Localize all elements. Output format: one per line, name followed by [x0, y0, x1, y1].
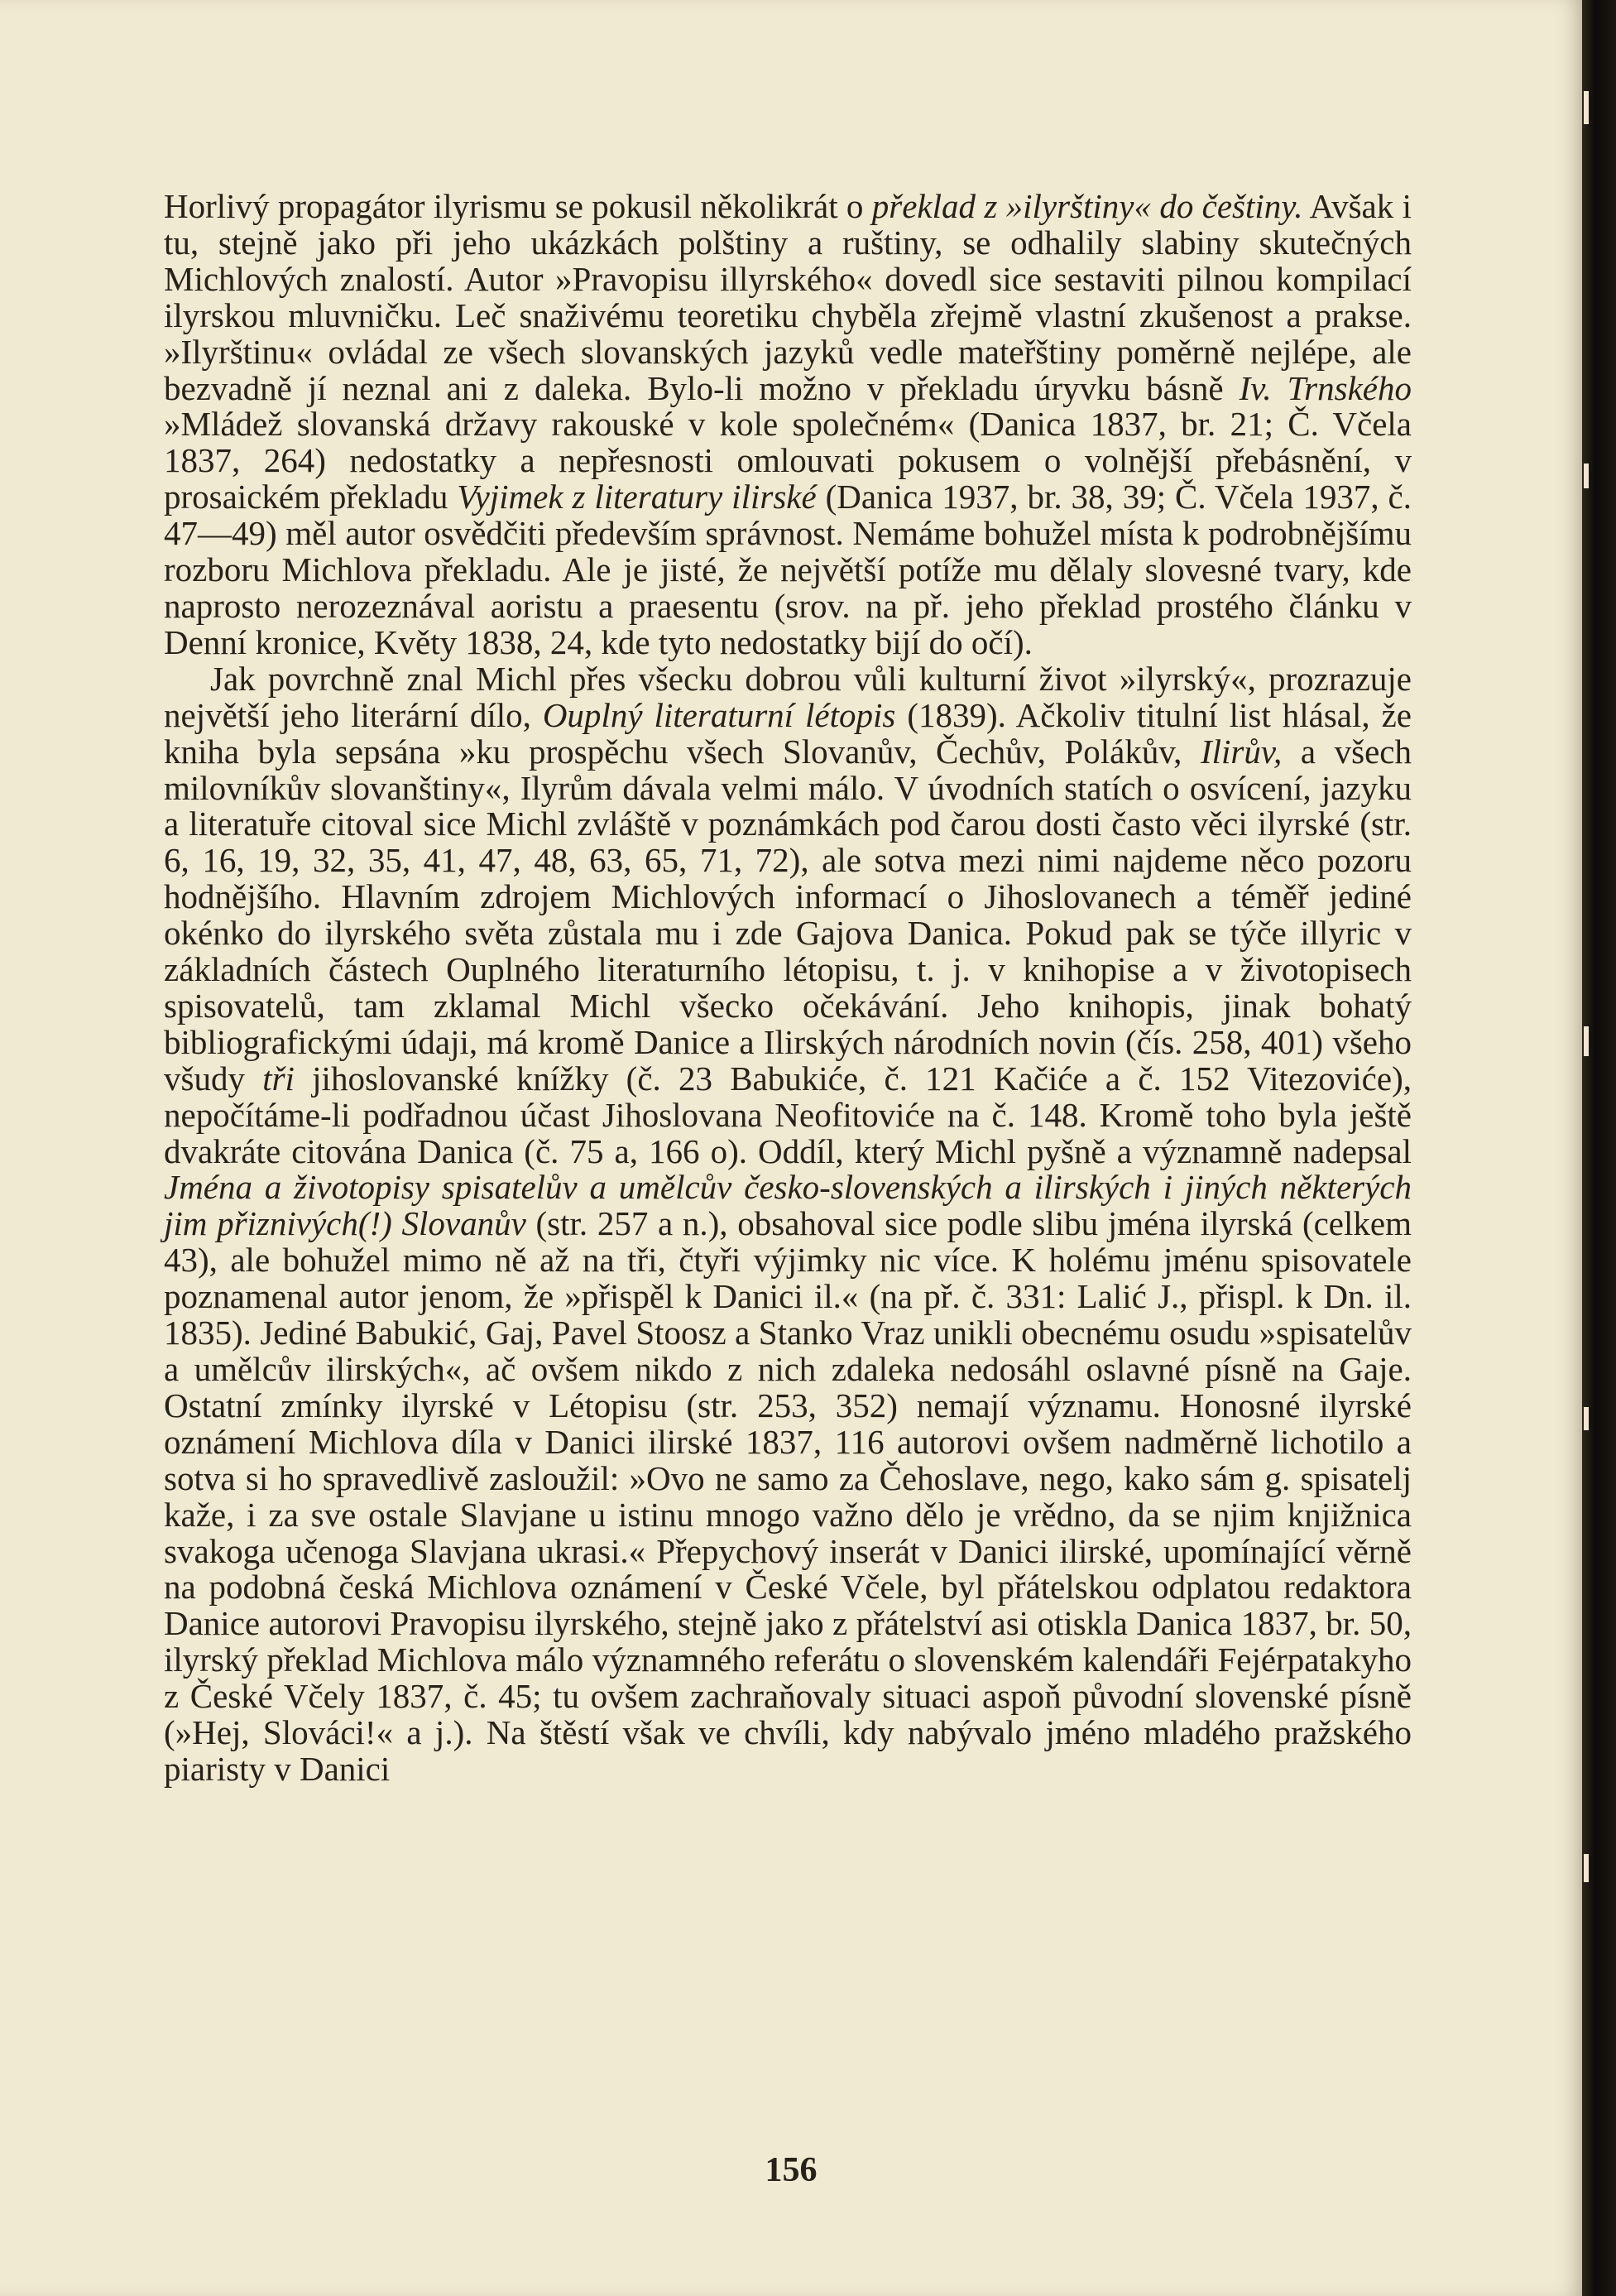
paragraph-1 [164, 189, 1412, 661]
text-segment: (str. 257 a n.), obsahoval sice podle slibu jména ilyrská (celkem 43), ale bohužel mimo ně až na tři, čtyři výjimky nic více. K holému jménu spisovatele poznamenal autor jenom, že »přispěl k Danici il.« (na př. č. 331: Lalić J., přispl. k Dn. il. 1835). Jediné Babukić, Gaj, Pavel Stoosz a Stanko Vraz unikli obecnému osudu »spisatelův a umělcův ilirských«, ač ovšem nikdo z nich zdaleka nedosáhl oslavné písně na Gaje. Ostatní zmínky ilyrské v Létopisu (str. 253, 352) nemají významu. Honosné ilyrské oznámení Michlova díla v Danici ilirské 1837, 116 autorovi ovšem nadměrně lichotilo a sotva si ho spravedlivě zasloužil: »Ovo ne samo za Čehoslave, nego, kako sám g. spisatelj kaže, i za sve ostale Slavjane u istinu mnogo važno dělo je vrědno, da se njim knjižnica svakoga učenoga Slavjana ukrasi.« Přepychový inserát v Danici ilirské, upomínající věrně na podobná česká Michlova oznámení v České Včele, byl přátelskou odplatou redaktora Danice autorovi Pravopisu ilyrského, stejně jako z přátelství asi otiskla Danica 1837, br. 50, ilyrský překlad Michlova málo významného referátu o slovenském kalendáři Fejérpatakyho z České Včely 1837, č. 45; tu ovšem zachraňovaly situaci aspoň původní slovenské písně (»Hej, Slováci!« a j.). Na štěstí však ve chvíli, kdy nabývalo jméno mladého pražského piaristy v Danici [164, 1204, 1412, 1788]
text-segment: Horlivý propagátor ilyrismu se pokusil několikrát o [164, 187, 872, 225]
paragraph-2 [164, 661, 1412, 1788]
edge-mark [1584, 464, 1589, 488]
italic-segment: Ouplný literaturní létopis [542, 695, 896, 734]
italic-segment: Vyjimek z literatury ilirské [457, 478, 817, 516]
text-segment: Avšak i tu, stejně jako při jeho ukázkách polštiny a ruštiny, se odhalily slabiny skutečných Michlových znalostí. Autor »Pravopisu illyrského« dovedl sice sestaviti pilnou kompilací ilyrskou mluvničku. Leč snaživému teoretiku chyběla zřejmě vlastní zkušenost a prakse. »Ilyrštinu« ovládal ze všech slovanských jazyků vedle mateřštiny poměrně nejlépe, ale bezvadně jí neznal ani z daleka. Bylo-li možno v překladu úryvku básně [164, 187, 1412, 407]
text-segment: (Danica 1937, br. 38, 39; Č. Včela 1937, č. 47—49) měl autor osvědčiti především správnost. Nemáme bohužel místa k podrobnějšímu rozboru Michlova překladu. Ale je jisté, že největší potíže mu dělaly slovesné tvary, kde naprosto nerozeznával aoristu a praesentu (srov. na př. jeho překlad prostého článku v Denní kronice, Květy 1838, 24, kde tyto nedostatky bijí do očí). [164, 478, 1412, 661]
text-segment: »Mládež slovanská državy rakouské v kole společném« (Danica 1837, br. 21; Č. Včela 1837, 264) nedostatky a nepřesnosti omlouvati pokusem o volnější přebásnění, v prosaickém překladu [164, 405, 1412, 516]
text-segment: a všech milovníkův slovanštiny«, Ilyrům dávala velmi málo. V úvodních statích o osvícení, jazyku a literatuře citoval sice Michl zvláště v poznámkách pod čarou dosti často věci ilyrské (str. 6, 16, 19, 32, 35, 41, 47, 48, 63, 65, 71, 72), ale sotva mezi nimi najdeme něco pozoru hodnějšího. Hlavním zdrojem Michlových informací o Jihoslovanech a téměř jediné okénko do ilyrského světa zůstala mu i zde Gajova Danica. Pokud pak se týče illyric v základních částech Ouplného literaturního létopisu, t. j. v knihopise a v životopisech spisovatelů, tam zklamal Michl všecko očekávání. Jeho knihopis, jinak bohatý bibliografickými údaji, má kromě Danice a Ilirských národních novin (čís. 258, 401) všeho všudy [164, 732, 1412, 1098]
text-segment: (1839). Ačkoliv titulní list hlásal, že kniha byla sepsána »ku prospěchu všech Slovanův, Čechův, Polákův, [164, 695, 1412, 771]
text-segment: jihoslovanské knížky (č. 23 Babukiće, č. 121 Kačiće a č. 152 Vitezoviće), nepočítáme-li podřadnou účast Jihoslovana Neofitoviće na č. 148. Kromě toho byla ještě dvakráte citována Danica (č. 75 a, 166 o). Oddíl, který Michl pyšně a významně nadepsal [164, 1059, 1412, 1170]
text-segment: Jak povrchně znal Michl přes všecku dobrou vůli kulturní život »ilyrský«, prozrazuje největší jeho literární dílo, [164, 659, 1412, 734]
page-number: 156 [765, 2151, 818, 2189]
book-binding-edge [1582, 0, 1616, 2296]
edge-mark [1584, 1026, 1589, 1056]
edge-mark [1584, 1407, 1589, 1430]
italic-segment: překlad z »ilyrštiny« do češtiny. [871, 187, 1303, 225]
italic-segment: Ilirův, [1201, 732, 1283, 771]
body-text [164, 189, 1412, 1788]
italic-segment: Jména a životopisy spisatelův a umělcův česko-slovenských a ilirských i jiných některých jim přiznivých(!) Slovanův [164, 1168, 1412, 1243]
italic-segment: tři [262, 1059, 295, 1098]
edge-mark [1584, 1854, 1589, 1882]
italic-segment: Iv. Trnského [1239, 368, 1412, 407]
edge-mark [1584, 91, 1589, 124]
